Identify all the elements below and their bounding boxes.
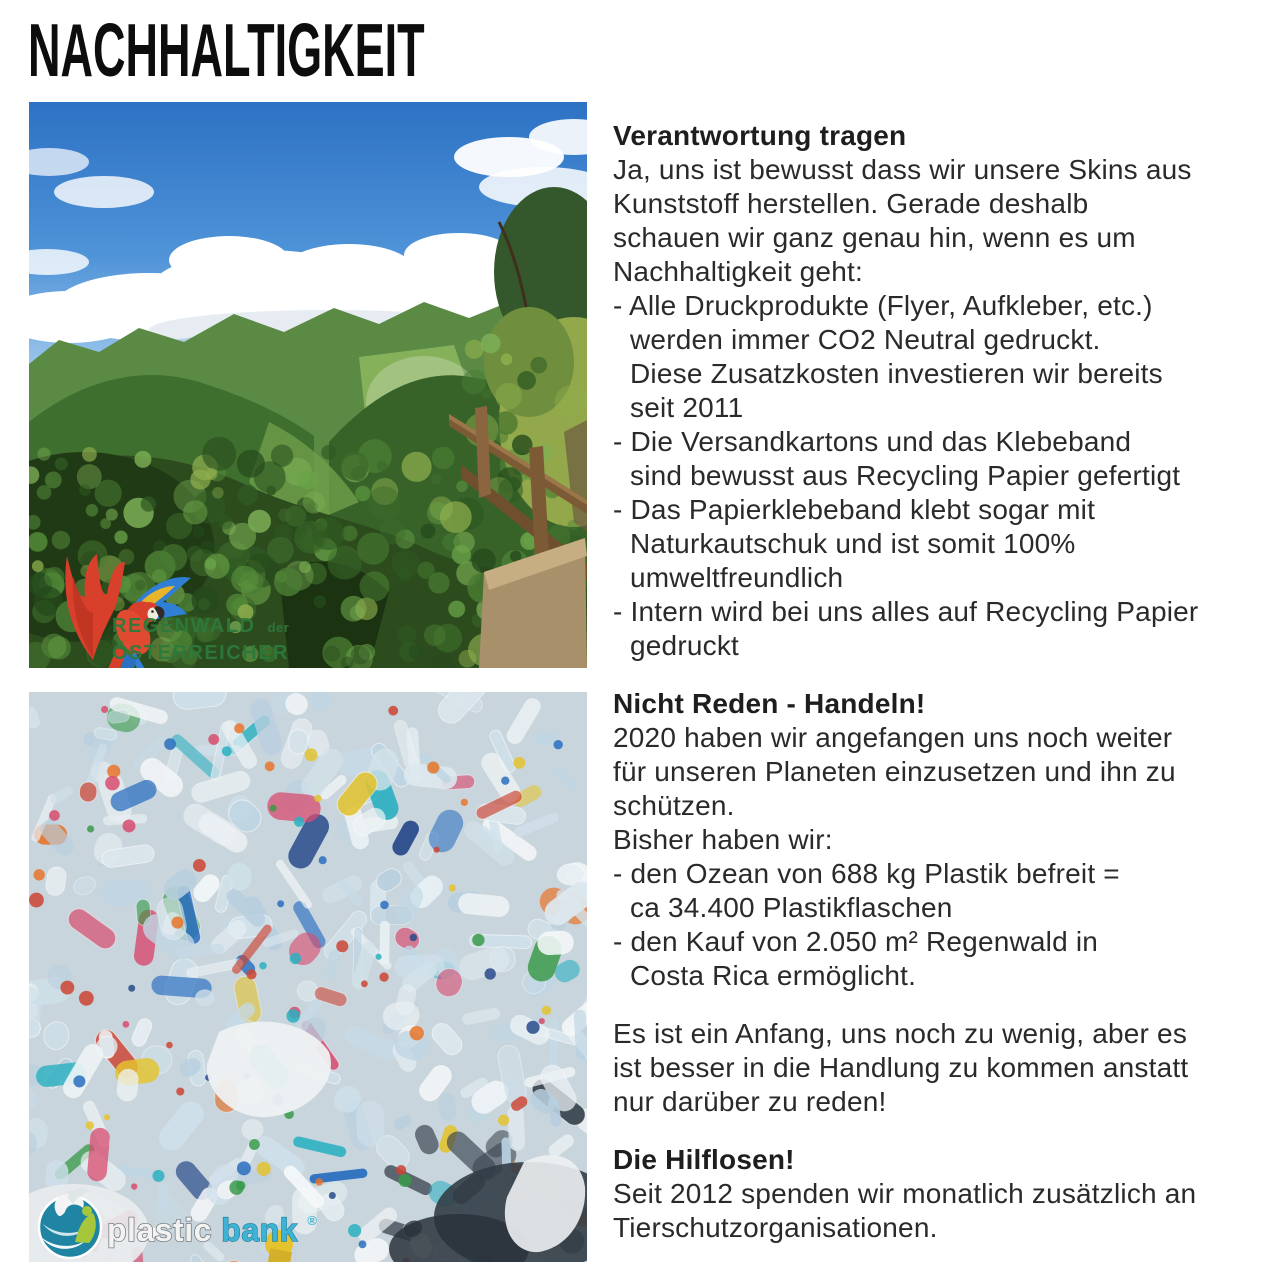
text-line: gedruckt — [630, 630, 739, 661]
registered-trademark-icon: ® — [307, 1213, 318, 1228]
plasticbank-word-bank: bank — [221, 1212, 298, 1248]
page-title: NACHHALTIGKEIT — [28, 8, 425, 92]
text-line: seit 2011 — [630, 392, 744, 423]
oesterreicher-word: ÖSTERREICHER — [112, 642, 289, 664]
text-line: sind bewusst aus Recycling Papier gefertigt — [630, 460, 1181, 491]
text-line: - den Kauf von 2.050 m² Regenwald in — [613, 926, 1099, 957]
text-line: umweltfreundlich — [630, 562, 844, 593]
text-line: Seit 2012 spenden wir monatlich zusätzlich an — [613, 1178, 1197, 1209]
text-line: Naturkautschuk und ist somit 100% — [630, 528, 1076, 559]
text-line: schauen wir ganz genau hin, wenn es um — [613, 222, 1136, 253]
text-line: ca 34.400 Plastikflaschen — [630, 892, 953, 923]
svg-text:plastic bank — [107, 1212, 317, 1248]
text-block — [613, 1017, 1275, 1119]
text-line: - Alle Druckprodukte (Flyer, Aufkleber, etc.) — [613, 290, 1153, 321]
text-line: Diese Zusatzkosten investieren wir bereits — [630, 358, 1163, 389]
content-column — [613, 119, 1275, 1245]
section-heading: Verantwortung tragen — [613, 120, 907, 151]
plastic-illustration — [29, 692, 587, 1262]
regenwald-word: REGENWALD — [112, 615, 256, 637]
text-line: nur darüber zu reden! — [613, 1086, 887, 1117]
text-line: werden immer CO2 Neutral gedruckt. — [630, 324, 1101, 355]
text-block — [613, 687, 1275, 993]
rainforest-illustration — [29, 102, 587, 668]
regenwald-der: der — [267, 620, 290, 635]
text-line: Kunststoff herstellen. Gerade deshalb — [613, 188, 1089, 219]
text-line: Tierschutzorganisationen. — [613, 1212, 938, 1243]
text-line: - Die Versandkartons und das Klebeband — [613, 426, 1132, 457]
text-line: - Intern wird bei uns alles auf Recycling Papier — [613, 596, 1199, 627]
text-line: 2020 haben wir angefangen uns noch weiter — [613, 722, 1173, 753]
text-line: Ja, uns ist bewusst dass wir unsere Skins aus — [613, 154, 1192, 185]
text-line: für unseren Planeten einzusetzen und ihn zu — [613, 756, 1176, 787]
plasticbank-word-plastic: plastic — [107, 1212, 212, 1248]
text-line: ist besser in die Handlung zu kommen anstatt — [613, 1052, 1189, 1083]
plastic-bottles-photo — [29, 692, 587, 1262]
text-line: Nachhaltigkeit geht: — [613, 256, 863, 287]
text-line: Es ist ein Anfang, uns noch zu wenig, aber es — [613, 1018, 1188, 1049]
text-block — [613, 1143, 1275, 1245]
text-line: schützen. — [613, 790, 735, 821]
text-line: Bisher haben wir: — [613, 824, 833, 855]
text-line: - Das Papierklebeband klebt sogar mit — [613, 494, 1096, 525]
text-line: - den Ozean von 688 kg Plastik befreit = — [613, 858, 1120, 889]
section-heading: Nicht Reden - Handeln! — [613, 688, 926, 719]
rainforest-photo — [29, 102, 587, 668]
section-heading: Die Hilflosen! — [613, 1144, 795, 1175]
text-line: Costa Rica ermöglicht. — [630, 960, 917, 991]
text-block — [613, 119, 1275, 663]
svg-text:ÖSTERREICHER — [112, 641, 289, 664]
